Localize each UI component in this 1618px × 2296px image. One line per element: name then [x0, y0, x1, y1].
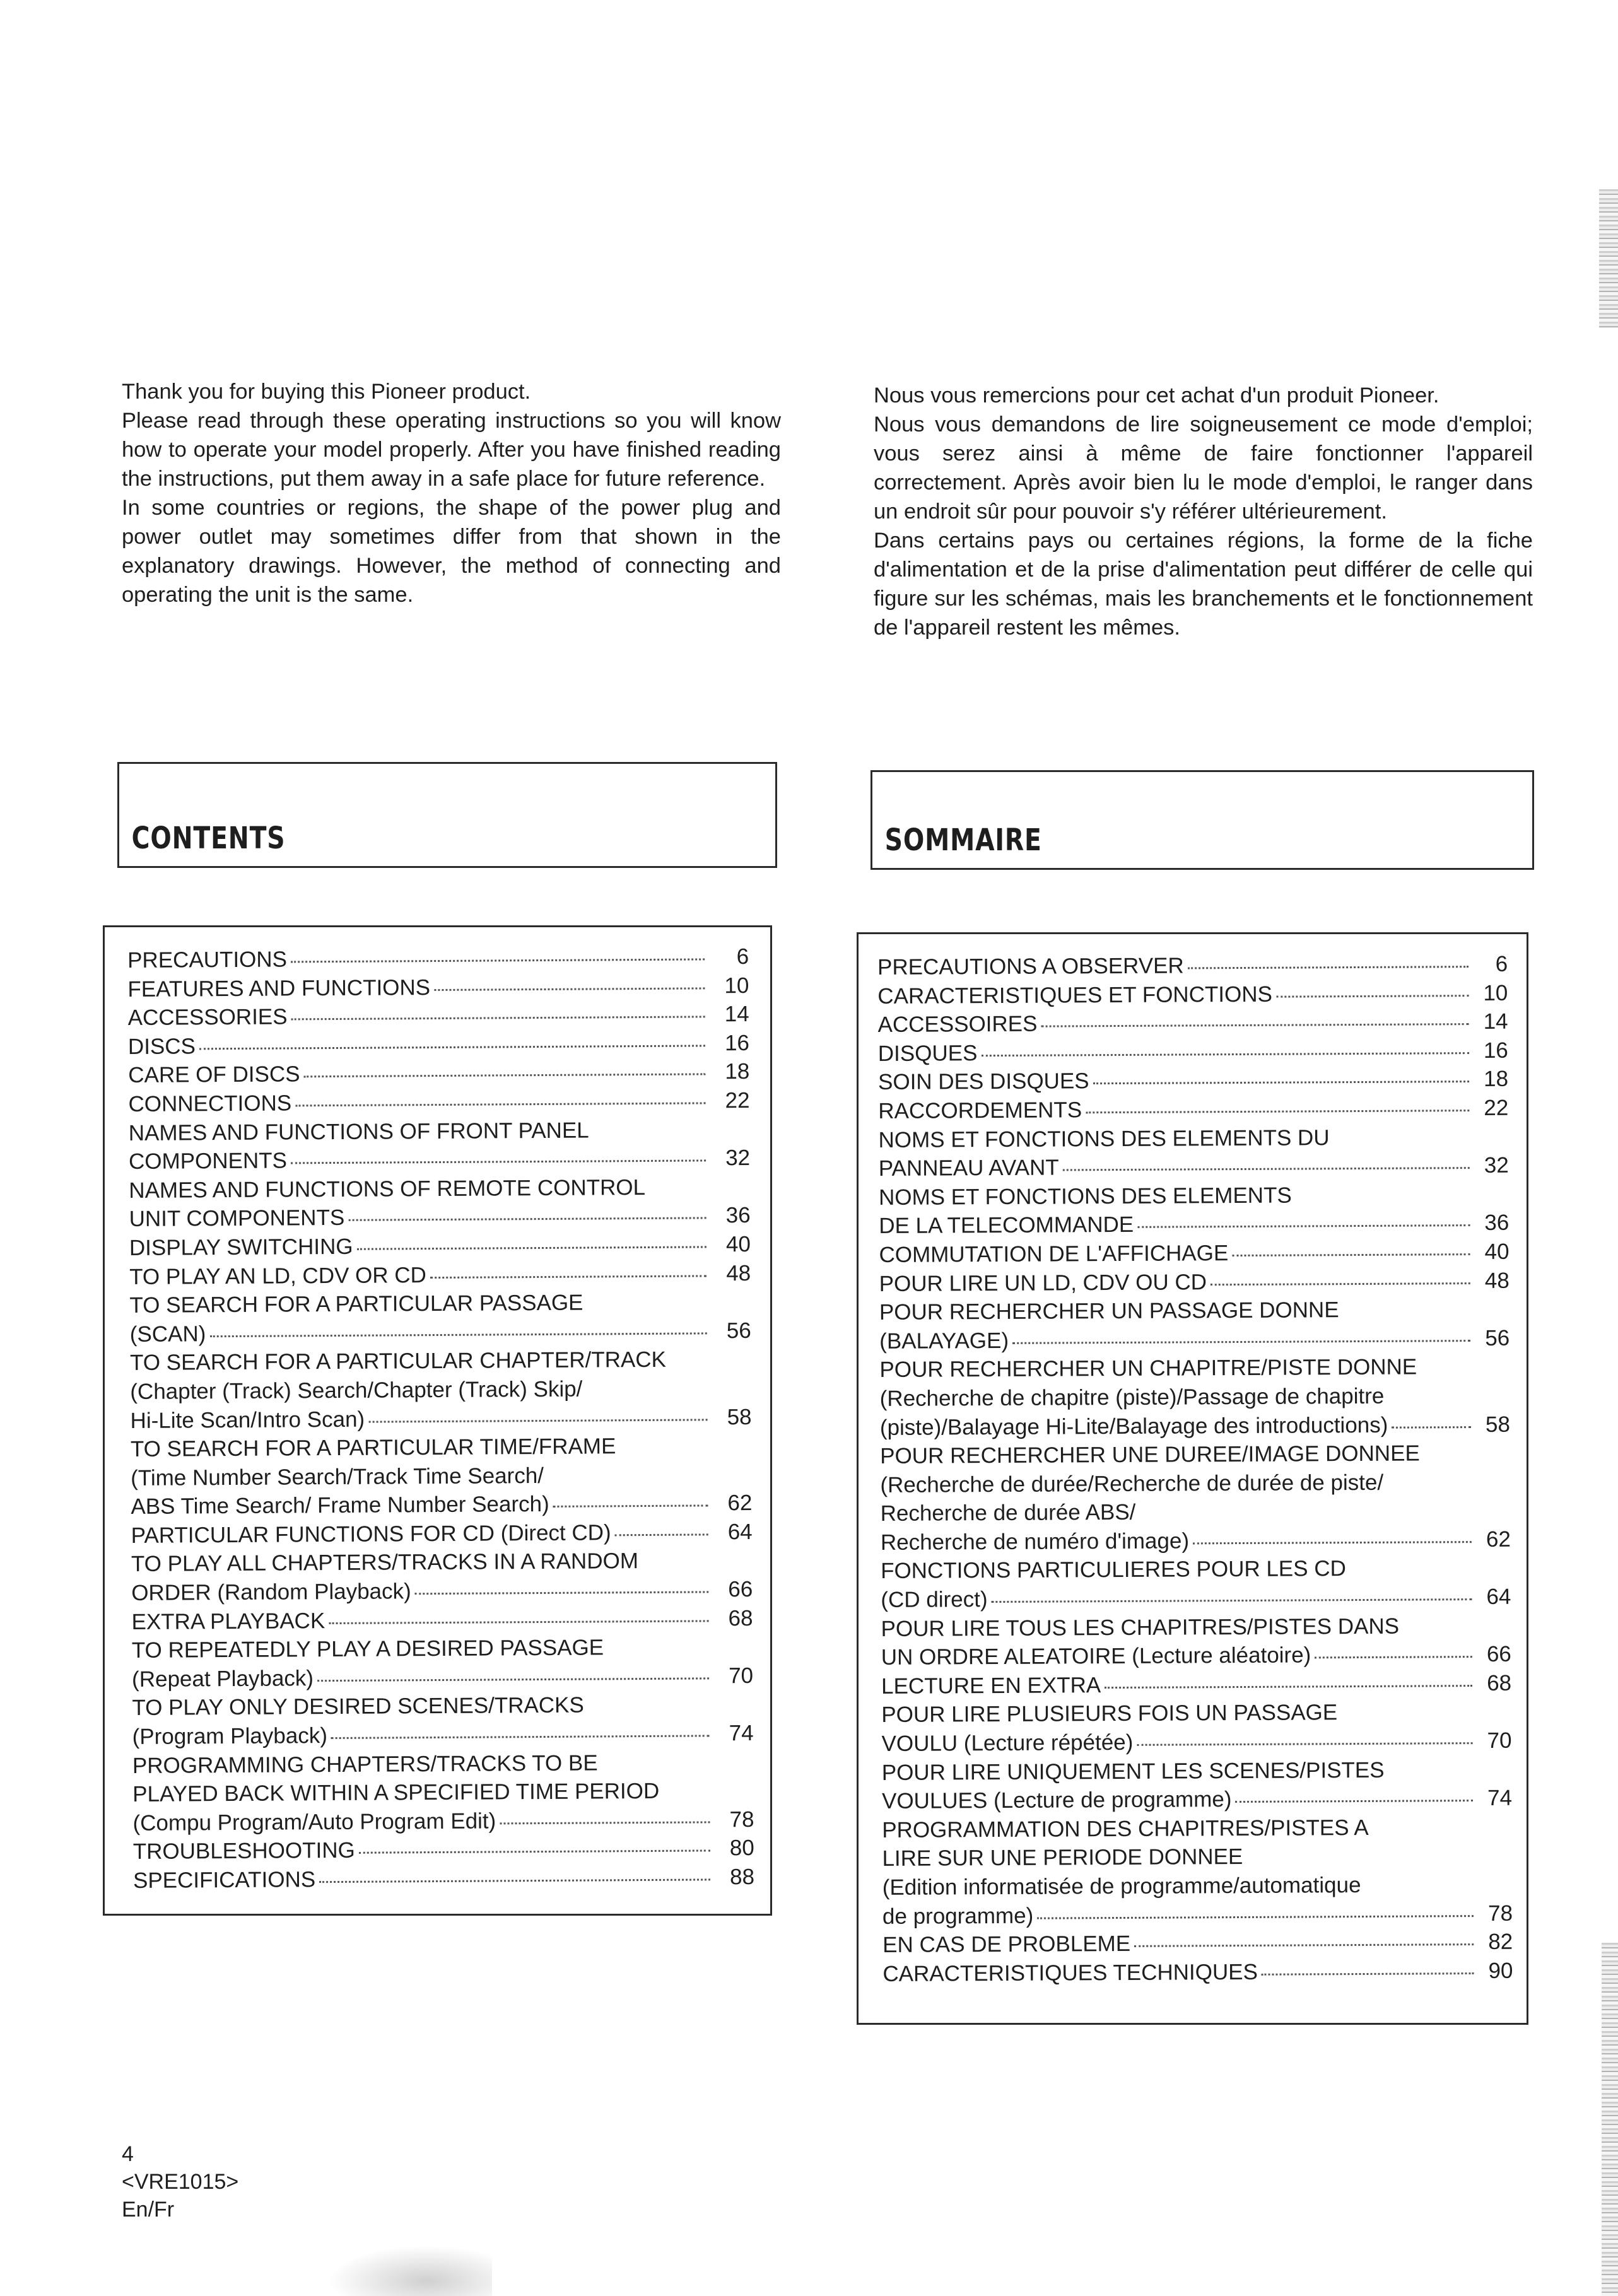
- contents-entry-page: 64: [727, 1519, 753, 1545]
- sommaire-entry: [878, 1094, 1508, 1126]
- intro-fr-paragraph-3: Dans certains pays ou certaines régions, la forme de la fiche d'alimentation et de la prise d'alimentation peut différer de celle qui figure sur les schémas, mais les branchements et le fonctionnement de l'appareil restent les mêmes.: [874, 529, 1533, 640]
- dot-leader: [1093, 1081, 1469, 1084]
- dot-leader: [1137, 1742, 1472, 1746]
- contents-entry-label: CARE OF DISCS: [128, 1062, 300, 1088]
- contents-entry: TO PLAY ALL CHAPTERS/TRACKS IN A RANDOM: [131, 1549, 639, 1577]
- contents-entry: [131, 1575, 753, 1608]
- contents-entry-label: UNIT COMPONENTS: [129, 1205, 345, 1232]
- contents-entry: [128, 1086, 749, 1119]
- sommaire-entry: [878, 1065, 1508, 1097]
- contents-entry: TO SEARCH FOR A PARTICULAR TIME/FRAME: [130, 1434, 616, 1462]
- contents-entry: (Chapter (Track) Search/Chapter (Track) Skip/: [130, 1376, 583, 1404]
- contents-list: [127, 942, 754, 1895]
- contents-entry: [127, 942, 749, 975]
- sommaire-entry: [882, 1957, 1513, 1989]
- sommaire-entry-page: 78: [1487, 1901, 1513, 1926]
- sommaire-entry-page: 66: [1486, 1642, 1511, 1667]
- sommaire-entry-page: 70: [1487, 1728, 1512, 1753]
- sommaire-entry: (Recherche de durée/Recherche de durée de piste/: [880, 1470, 1384, 1497]
- sommaire-entry: (Edition informatisée de programme/automatique: [882, 1873, 1361, 1900]
- sommaire-entry: [882, 1784, 1512, 1816]
- contents-entry-label: ACCESSORIES: [127, 1004, 288, 1031]
- contents-entry-page: 80: [729, 1836, 754, 1861]
- dot-leader: [1188, 966, 1469, 969]
- dot-leader: [291, 1016, 705, 1021]
- contents-entry-page: 70: [729, 1663, 754, 1689]
- contents-entry: [133, 1863, 754, 1895]
- dot-leader: [500, 1821, 710, 1824]
- dot-leader: [291, 1160, 706, 1164]
- dot-leader: [1041, 1023, 1469, 1028]
- dot-leader: [209, 1332, 706, 1337]
- dot-leader: [430, 1275, 706, 1279]
- dot-leader: [295, 1102, 705, 1106]
- dot-leader: [1086, 1110, 1469, 1113]
- contents-entry: [128, 1057, 749, 1090]
- sommaire-entry: POUR RECHERCHER UN CHAPITRE/PISTE DONNE: [879, 1354, 1417, 1383]
- dot-leader: [304, 1074, 706, 1078]
- contents-entry-label: SPECIFICATIONS: [132, 1867, 316, 1893]
- dot-leader: [1063, 1167, 1470, 1171]
- sommaire-entry-label: COMMUTATION DE L'AFFICHAGE: [879, 1241, 1229, 1267]
- intro-en-paragraph-2: Please read through these operating instructions so you will know how to operate your model properly. After you have finished reading the instructions, put them away in a safe place for future reference.: [122, 409, 781, 491]
- sommaire-entry-label: PRECAUTIONS A OBSERVER: [877, 953, 1184, 980]
- sommaire-entry-page: 56: [1485, 1325, 1510, 1350]
- sommaire-entry: [882, 1899, 1513, 1931]
- contents-entry-page: 18: [725, 1059, 750, 1084]
- sommaire-entry: POUR RECHERCHER UNE DUREE/IMAGE DONNEE: [880, 1441, 1420, 1469]
- contents-entry-label: (Program Playback): [132, 1723, 328, 1750]
- contents-entry-page: 16: [724, 1030, 750, 1055]
- contents-entry-label: DISCS: [127, 1034, 196, 1059]
- sommaire-entry: [879, 1209, 1509, 1241]
- sommaire-entry: POUR LIRE PLUSIEURS FOIS UN PASSAGE: [881, 1700, 1338, 1728]
- dot-leader: [291, 958, 705, 963]
- contents-title: CONTENTS: [131, 821, 286, 856]
- contents-entry-label: PRECAUTIONS: [127, 947, 288, 973]
- contents-entry: [133, 1834, 754, 1866]
- dot-leader: [348, 1217, 706, 1221]
- dot-leader: [1105, 1685, 1472, 1689]
- contents-header-box: [117, 762, 777, 868]
- contents-entry: [129, 1201, 751, 1234]
- contents-entry-label: DISPLAY SWITCHING: [129, 1234, 353, 1260]
- sommaire-entry-label: CARACTERISTIQUES ET FONCTIONS: [877, 981, 1272, 1009]
- intro-fr-paragraph-2: Nous vous demandons de lire soigneusement ce mode d'emploi; vous serez ainsi à même de faire fonctionner l'appareil correctement. Après avoir bien lu le mode d'emploi, le ranger dans un endroit sûr pour pouvoir s'y référer ultérieurement.: [874, 413, 1533, 524]
- dot-leader: [331, 1735, 710, 1739]
- sommaire-entry: POUR RECHERCHER UN PASSAGE DONNE: [879, 1297, 1339, 1325]
- contents-entry-page: 6: [736, 944, 749, 969]
- sommaire-entry-label: SOIN DES DISQUES: [877, 1069, 1089, 1095]
- sommaire-entry-label: CARACTERISTIQUES TECHNIQUES: [882, 1959, 1258, 1986]
- contents-entry-label: TO PLAY AN LD, CDV OR CD: [129, 1262, 427, 1289]
- sommaire-entry-label: (CD direct): [881, 1587, 988, 1613]
- contents-entry: TO REPEATEDLY PLAY A DESIRED PASSAGE: [131, 1635, 604, 1663]
- sommaire-list: [877, 950, 1513, 1989]
- dot-leader: [1134, 1943, 1474, 1947]
- contents-entry: [131, 1489, 752, 1521]
- contents-entry-page: 36: [725, 1203, 751, 1228]
- dot-leader: [319, 1878, 710, 1883]
- sommaire-entry-page: 68: [1487, 1670, 1512, 1696]
- sommaire-entry: PROGRAMMATION DES CHAPITRES/PISTES A: [882, 1815, 1369, 1842]
- sommaire-entry-label: ACCESSOIRES: [877, 1011, 1038, 1038]
- contents-entry-label: CONNECTIONS: [128, 1091, 292, 1116]
- sommaire-entry: [879, 1238, 1509, 1270]
- contents-entry-page: 66: [728, 1577, 753, 1602]
- sommaire-entry-page: 40: [1484, 1239, 1510, 1264]
- sommaire-entry-label: POUR LIRE UN LD, CDV OU CD: [879, 1269, 1207, 1296]
- contents-entry-label: ABS Time Search/ Frame Number Search): [131, 1492, 549, 1520]
- contents-entry: TO SEARCH FOR A PARTICULAR PASSAGE: [129, 1290, 583, 1318]
- intro-english: [122, 377, 781, 609]
- sommaire-entry-page: 36: [1484, 1210, 1510, 1236]
- contents-entry-label: (Compu Program/Auto Program Edit): [132, 1808, 496, 1836]
- contents-entry: [129, 1230, 751, 1263]
- contents-entry-page: 68: [728, 1605, 753, 1631]
- dot-leader: [434, 987, 705, 991]
- contents-entry: [130, 1402, 751, 1435]
- sommaire-entry-page: 22: [1484, 1095, 1509, 1120]
- contents-table: [103, 925, 772, 1916]
- contents-entry-label: (SCAN): [129, 1321, 206, 1347]
- intro-fr-paragraph-1: Nous vous remercions pour cet achat d'un produit Pioneer.: [874, 384, 1439, 407]
- sommaire-entry-page: 14: [1483, 1009, 1508, 1034]
- sommaire-entry: [882, 1928, 1513, 1960]
- page-footer: [122, 2140, 238, 2223]
- sommaire-entry-label: de programme): [882, 1903, 1034, 1929]
- contents-entry: [127, 971, 749, 1004]
- contents-entry-label: Hi-Lite Scan/Intro Scan): [130, 1407, 365, 1433]
- dot-leader: [1137, 1224, 1470, 1228]
- sommaire-entry: LIRE SUR UNE PERIODE DONNEE: [882, 1844, 1243, 1871]
- sommaire-entry: [880, 1410, 1510, 1442]
- contents-entry-label: EXTRA PLAYBACK: [131, 1608, 325, 1634]
- contents-entry-label: ORDER (Random Playback): [131, 1579, 411, 1606]
- sommaire-entry-page: 32: [1484, 1152, 1509, 1178]
- scan-smudge: [328, 2246, 492, 2296]
- sommaire-entry-label: (BALAYAGE): [879, 1328, 1009, 1354]
- contents-entry: (Time Number Search/Track Time Search/: [131, 1463, 544, 1491]
- contents-entry-label: (Repeat Playback): [131, 1666, 314, 1692]
- dot-leader: [615, 1533, 708, 1536]
- sommaire-entry: [879, 1151, 1509, 1183]
- contents-entry-label: FEATURES AND FUNCTIONS: [127, 975, 431, 1002]
- dot-leader: [1037, 1915, 1474, 1919]
- sommaire-entry-label: (piste)/Balayage Hi-Lite/Balayage des introductions): [879, 1412, 1388, 1440]
- sommaire-entry: POUR LIRE TOUS LES CHAPITRES/PISTES DANS: [881, 1614, 1400, 1641]
- contents-entry-page: 22: [725, 1087, 750, 1113]
- sommaire-entry: [877, 950, 1508, 982]
- contents-entry: PROGRAMMING CHAPTERS/TRACKS TO BE: [132, 1750, 598, 1778]
- contents-entry-page: 48: [726, 1260, 751, 1286]
- dot-leader: [317, 1677, 709, 1682]
- sommaire-entry-label: Recherche de numéro d'image): [880, 1528, 1190, 1555]
- sommaire-entry-label: DE LA TELECOMMANDE: [879, 1212, 1134, 1239]
- dot-leader: [981, 1052, 1469, 1057]
- contents-entry: [130, 1316, 751, 1349]
- contents-entry: TO SEARCH FOR A PARTICULAR CHAPTER/TRACK: [129, 1347, 667, 1376]
- sommaire-entry: [879, 1323, 1510, 1356]
- dot-leader: [357, 1246, 706, 1250]
- sommaire-entry: Recherche de durée ABS/: [880, 1500, 1136, 1526]
- sommaire-entry: [881, 1640, 1511, 1672]
- contents-entry: NAMES AND FUNCTIONS OF REMOTE CONTROL: [129, 1174, 646, 1203]
- contents-entry-page: 56: [726, 1318, 751, 1343]
- dot-leader: [1012, 1340, 1470, 1344]
- sommaire-entry-label: VOULUES (Lecture de programme): [881, 1787, 1232, 1814]
- sommaire-entry-page: 62: [1486, 1526, 1511, 1552]
- contents-entry: TO PLAY ONLY DESIRED SCENES/TRACKS: [132, 1693, 584, 1721]
- contents-entry-label: TROUBLESHOOTING: [132, 1838, 355, 1865]
- sommaire-entry-label: UN ORDRE ALEATOIRE (Lecture aléatoire): [881, 1643, 1311, 1670]
- document-code: <VRE1015>: [122, 2170, 239, 2194]
- intro-en-paragraph-3: In some countries or regions, the shape of the power plug and power outlet may sometimes differ from that shown in the explanatory drawings. However, the method of connecting and operating the unit is the same.: [122, 496, 781, 607]
- sommaire-entry-label: DISQUES: [877, 1040, 978, 1066]
- contents-entry: [131, 1518, 753, 1550]
- sommaire-entry: [881, 1726, 1511, 1759]
- language-code: En/Fr: [122, 2198, 175, 2222]
- contents-entry-page: 88: [729, 1864, 755, 1890]
- sommaire-entry: [877, 1007, 1508, 1040]
- contents-entry-page: 32: [725, 1145, 751, 1171]
- contents-entry-page: 58: [727, 1404, 752, 1429]
- contents-entry: NAMES AND FUNCTIONS OF FRONT PANEL: [128, 1118, 589, 1145]
- sommaire-entry: FONCTIONS PARTICULIERES POUR LES CD: [881, 1556, 1346, 1584]
- contents-entry-label: PARTICULAR FUNCTIONS FOR CD (Direct CD): [131, 1520, 611, 1548]
- intro-french: [874, 381, 1533, 642]
- dot-leader: [1232, 1253, 1470, 1256]
- dot-leader: [1235, 1800, 1473, 1803]
- dot-leader: [415, 1591, 709, 1595]
- sommaire-table: [857, 932, 1528, 2025]
- sommaire-entry-page: 16: [1483, 1038, 1508, 1063]
- sommaire-entry: [877, 978, 1508, 1010]
- contents-entry-page: 62: [727, 1491, 753, 1516]
- scan-edge-artifact: [1599, 189, 1618, 328]
- dot-leader: [1262, 1972, 1474, 1976]
- contents-entry: [131, 1604, 753, 1637]
- sommaire-entry-label: VOULU (Lecture répétée): [881, 1730, 1134, 1757]
- contents-entry: [132, 1805, 754, 1838]
- dot-leader: [992, 1598, 1472, 1603]
- dot-leader: [553, 1505, 708, 1508]
- contents-entry: [132, 1719, 754, 1752]
- sommaire-entry: (Recherche de chapitre (piste)/Passage de chapitre: [879, 1383, 1385, 1411]
- sommaire-title: SOMMAIRE: [884, 823, 1042, 858]
- sommaire-entry-label: RACCORDEMENTS: [878, 1098, 1082, 1123]
- dot-leader: [1276, 995, 1469, 998]
- sommaire-entry-label: PANNEAU AVANT: [878, 1155, 1059, 1181]
- dot-leader: [1315, 1656, 1472, 1658]
- contents-entry: [132, 1661, 753, 1694]
- sommaire-entry-label: EN CAS DE PROBLEME: [882, 1931, 1131, 1958]
- sommaire-entry: [881, 1583, 1511, 1615]
- sommaire-entry-page: 74: [1487, 1785, 1513, 1811]
- contents-entry-page: 74: [729, 1720, 754, 1746]
- dot-leader: [1211, 1282, 1470, 1286]
- contents-entry: [129, 1259, 751, 1292]
- sommaire-entry-page: 82: [1488, 1929, 1513, 1955]
- sommaire-entry: POUR LIRE UNIQUEMENT LES SCENES/PISTES: [881, 1757, 1385, 1785]
- contents-entry: [128, 1029, 749, 1062]
- sommaire-entry: [881, 1669, 1511, 1701]
- sommaire-entry-label: LECTURE EN EXTRA: [881, 1673, 1101, 1699]
- contents-entry: PLAYED BACK WITHIN A SPECIFIED TIME PERIOD: [132, 1779, 660, 1807]
- sommaire-header-box: [871, 770, 1534, 870]
- sommaire-entry-page: 58: [1485, 1412, 1511, 1437]
- scan-edge-artifact: [1602, 1943, 1618, 2296]
- sommaire-entry-page: 90: [1488, 1958, 1513, 1983]
- sommaire-entry-page: 6: [1495, 951, 1508, 976]
- sommaire-entry: NOMS ET FONCTIONS DES ELEMENTS: [878, 1183, 1292, 1210]
- sommaire-entry: [881, 1525, 1511, 1557]
- contents-entry-label: COMPONENTS: [128, 1148, 288, 1174]
- dot-leader: [1392, 1426, 1471, 1429]
- sommaire-entry: [879, 1266, 1510, 1298]
- contents-entry: [129, 1144, 750, 1176]
- sommaire-entry-page: 18: [1484, 1067, 1509, 1092]
- dot-leader: [359, 1850, 710, 1854]
- dot-leader: [1193, 1541, 1472, 1544]
- sommaire-entry-page: 64: [1486, 1584, 1511, 1610]
- dot-leader: [329, 1620, 708, 1624]
- sommaire-entry-page: 48: [1484, 1268, 1510, 1293]
- contents-entry-page: 78: [729, 1807, 754, 1832]
- contents-entry-page: 40: [725, 1231, 751, 1257]
- contents-entry-page: 10: [724, 973, 749, 998]
- contents-entry-page: 14: [724, 1002, 749, 1027]
- sommaire-entry: [878, 1036, 1508, 1069]
- dot-leader: [199, 1045, 705, 1050]
- contents-entry: [128, 1000, 749, 1033]
- intro-en-paragraph-1: Thank you for buying this Pioneer product.: [122, 380, 531, 404]
- sommaire-entry-page: 10: [1483, 980, 1508, 1005]
- dot-leader: [368, 1419, 707, 1422]
- sommaire-entry: NOMS ET FONCTIONS DES ELEMENTS DU: [878, 1125, 1330, 1152]
- page-number: 4: [122, 2142, 134, 2166]
